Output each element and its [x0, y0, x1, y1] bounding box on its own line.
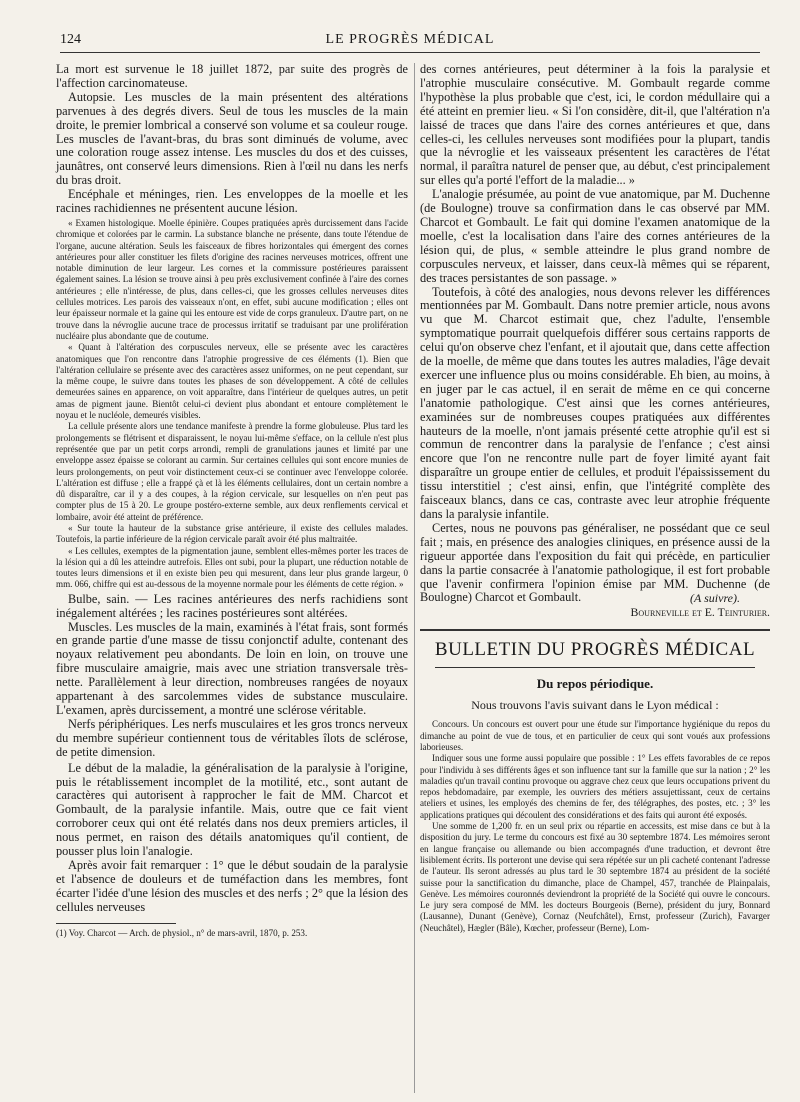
- section-subheading: Du repos périodique.: [536, 676, 654, 692]
- histology-paragraph: La cellule présente alors une tendance manifeste à prendre la forme globuleuse. Plus tard les prolongements se flétrisent et disparaissent, le noyau lui-même s'efface, on la cellule n'est plus représentée que par un petit corps arrondi, rempli de granulations jaunes et limité par une enveloppe assez épaisse se colorant au carmin. Sur certaines cellules qui sont encore munies de leurs prolongements, on peut voir distinctement ceux-ci se continuer avec l'enveloppe colorée. L'altération est diffuse ; elle a frappé çà et là les éléments cellulaires, dont un certain nombre a dû disparaître, car il y a des coupes, à la région cervicale, sur lesquelles on n'en peut pas compter plus de 15 à 20. Le groupe postéro-externe semble, aux deux renflements cervical et lombaire, avoir été atteint de préférence.: [56, 421, 408, 522]
- continued-note: (A suivre).: [690, 591, 740, 606]
- section-separator: [420, 629, 770, 631]
- column-divider: [414, 63, 415, 1093]
- bulletin-title: BULLETIN DU PROGRÈS MÉDICAL: [434, 639, 756, 661]
- paragraph-bulbe: Bulbe, sain. — Les racines antérieures des nerfs rachidiens sont inégalement altérées ; les racines postérieures sont altérées.: [56, 591, 408, 620]
- paragraph: Le début de la maladie, la généralisation de la paralysie à l'origine, puis le rétablissement incomplet de la motilité, etc., sont autant de caractères qui autorisent à rapprocher le fait de MM. Charcot et Gombault, de la paralysie infantile. Mais, outre que ce fait vient corroborer ceux qui ont été relatés dans nos deux premiers articles, il nous permet, en raison des détails anatomiques qu'il contient, de pousser plus loin l'analogie.: [56, 760, 408, 859]
- author-signature: Bourneville et E. Teinturier.: [630, 605, 770, 620]
- histology-paragraph: « Quant à l'altération des corpuscules nerveux, elle se présente avec les caractères anatomiques que l'on rencontre dans l'atrophie progressive de ces éléments (1). Bien que l'altération cellulaire se présente avec des caractères assez uniformes, on ne peut cependant, sur la même coupe, le suivre dans toutes les phases de son développement. A côté de cellules demeurées saines en apparence, on voit apparaître, dans l'intérieur de quelques autres, un petit amas de pigment jaune. Bientôt celui-ci devient plus abondant et entoure complètement le noyau et le nucléole, demeurés visibles.: [56, 342, 408, 421]
- notice-paragraph: Une somme de 1,200 fr. en un seul prix ou répartie en accessits, est mise dans ce but à la disposition du jury. Le terme du concours est fixé au 30 septembre 1874. Les mémoires seront en langue française ou allemande ou bien accompagnés d'une traduction, et devront être lisiblement écrits. Ils porteront une devise qui sera répétée sur un pli cacheté contenant l'adresse de l'auteur. Ils seront adressés au plus tard le 30 septembre 1874 au président de la société suisse pour la sanctification du dimanche, place de Champel, 457, tranchée de Plainpalais, Genève. Les mémoires couronnés deviendront la propriété de la Société qui ouvre le concours. Le jury sera composé de MM. les docteurs Bourgeois (Berne), président du jury, Bonnard (Lausanne), Dunant (Genève), Cornaz (Neufchâtel), Ernst, professeur (Zurich), Favarger (Neuchâtel), Hægler (Bâle), Kœcher, professeur (Berne), Lom-: [420, 821, 770, 933]
- paragraph: L'analogie présumée, au point de vue anatomique, par M. Duchenne (de Boulogne) trouve sa confirmation dans le cas observé par MM. Charcot et Gombault. Le fait qui domine l'examen anatomique de la moelle, c'est la localisation dans l'aire des cornes antérieures de la lésion qui, de plus, « semble atteindre le plus grand nombre de corpuscules nerveux, et laisser, dans ceux-là mêmes qui se réparent, des traces persistantes de son passage. »: [420, 187, 770, 285]
- paragraph: La mort est survenue le 18 juillet 1872, par suite des progrès de l'affection carcinomateuse.: [56, 62, 408, 90]
- bulletin-rule: [435, 667, 755, 668]
- paragraph-autopsie: Autopsie. Les muscles de la main présentent des altérations parvenues à des degrés divers. Seul de tous les muscles de la main droite, le premier lombrical a conservé son volume et sa couleur rouge. Les muscles de l'avant-bras, du bras sont diminués de volume, avec une coloration rouge assez intense. Les muscles du dos et des cuisses, jaunâtres, ont conservé leurs dimensions. Rien à l'œil nu dans les nerfs du bras droit.: [56, 89, 408, 188]
- right-column: [420, 63, 770, 934]
- paragraph: Après avoir fait remarquer : 1° que le début soudain de la paralysie et l'absence de douleurs et de tuméfaction dans les membres, font écarter l'idée d'une lésion des muscles et des nerfs ; 2° que la lésion des cellules nerveuses: [56, 857, 408, 914]
- paragraph: des cornes antérieures, peut déterminer à la fois la paralysie et l'atrophie musculaire consécutive. M. Gombault regarde comme l'hypothèse la plus probable que c'est, ici, le cordon médullaire qui a été atteint en premier lieu. « Si l'on considère, dit-il, que l'altération n'a laissé de traces que dans l'aire des cornes antérieures et que, dans celles-ci, les cellules nerveuses sont modifiées pour la plupart, tandis que la névroglie et les vaisseaux présentent les caractères de l'état normal, il paraîtra naturel de penser que, au début, c'est principalement sur elles qu'a porté l'effort de la maladie... »: [420, 62, 770, 188]
- running-title: LE PROGRÈS MÉDICAL: [325, 32, 495, 47]
- paragraph-nerfs: Nerfs périphériques. Les nerfs musculaires et les gros troncs nerveux du membre supérieur contiennent tous de véritables îlots de sclérose, de petite dimension.: [56, 716, 408, 759]
- paragraph-muscles: Muscles. Les muscles de la main, examinés à l'état frais, sont formés en grande partie d'une masse de tissu conjonctif adulte, contenant des noyaux relativement peu abondants. De loin en loin, on trouve une fibre musculaire amaigrie, mais avec une striation transversale très-nette. Parallèlement à leur direction, nombreuses rangées de noyaux appartenant à des sarcolemmes vides de substance musculaire. L'examen, après durcissement, a montré une sclérose véritable.: [56, 619, 408, 718]
- histology-paragraph: « Examen histologique. Moelle épinière. Coupes pratiquées après durcissement dans l'acide chromique et colorées par le carmin. La substance blanche ne présente, dans toute l'étendue de l'organe, aucune altération. Seuls les faisceaux de fibres horizontales qui émergent des cornes antérieures pour aller constituer les filets d'origine des racines nerveuses motrices, offrent une notable diminution de leur largeur. Les cornes et la commissure postérieures paraissent également saines. La lésion se trouve ainsi à peu près exclusivement confinée à l'aire des cornes antérieures ; elle n'intéresse, de plus, dans celles-ci, que les grosses cellules nerveuses dites cellules motrices. Les parois des vaisseaux n'ont, en effet, subi aucune modification ; elles ont leur épaisseur normale et la gaine qui les entoure est vide de corps granuleux. D'autre part, on ne trouve dans la névroglie aucune trace de processus irritatif se traduisant par une prolifération nucléaire plus abondante que de coutume.: [56, 217, 408, 341]
- paragraph: Certes, nous ne pouvons pas généraliser, ne possédant que ce seul fait ; mais, en présence des analogies cliniques, en présence aussi de la rigueur apportée dans l'exposition du fait qui précède, en particulier dans la partie consacrée à l'anatomie pathologique, il est fort probable que l'avenir confirmera l'opinion émise par MM. Duchenne (de Boulogne) Charcot et Gombault.: [420, 520, 770, 605]
- notice-paragraph: Concours. Un concours est ouvert pour une étude sur l'importance hygiénique du repos du dimanche au point de vue de tous, et en particulier de ceux qui sont voués aux professions laborieuses.: [420, 719, 770, 752]
- footnote-rule: [56, 923, 176, 924]
- paragraph: Toutefois, à côté des analogies, nous devons relever les différences mentionnées par M. Gombault. Dans notre premier article, nous avons vu que M. Charcot estimait que, chez l'adulte, l'ensemble symptomatique pourrait quelquefois différer sous certains rapports de celui qu'on observe chez l'enfant, et il ajoutait que, dans cette affection de la moelle, de même que dans toutes les autres maladies, l'âge devait exercer une influence plus ou moins considérable. Eh bien, au moins, à en juger par le cas actuel, il en serait de même en ce qui concerne l'anatomie pathologique. C'est ainsi que les cornes antérieures, examinées sur de nombreuses coupes pratiquées aux différentes hauteurs de la moelle, n'ont jamais présenté cette atrophie qu'il est si commun de rencontrer dans la paralysie de l'enfance ; c'est ainsi encore que l'on ne rencontre nulle part de foyer limité ayant fait disparaître un groupe entier de cellules, et produit l'épaississement du tissu interstitiel ; c'est ainsi, enfin, que l'intégrité complète des faisceaux blancs, dans ce cas, contraste avec leur atrophie fréquente dans la paralysie infantile.: [420, 284, 770, 521]
- histology-paragraph: « Sur toute la hauteur de la substance grise antérieure, il existe des cellules malades. Toutefois, la partie inférieure de la région cervicale paraît avoir été plus maltraitée.: [56, 522, 408, 545]
- notice-paragraph: Indiquer sous une forme aussi populaire que possible : 1° Les effets favorables de ce repos pour l'individu à ses différents âges et son influence tant sur la famille que sur la nation ; 2° les maladies qu'un travail continu provoque ou aggrave chez ceux que leurs occupations privent du repos hebdomadaire, par exemple, les ouvriers des métiers assujettissant, ceux de certains ateliers et usines, les employés des chemins de fer, des télégraphes, des postes, etc. ; 3° les applications pratiques qui découlent des considérations et des faits qui auront été exposés.: [420, 753, 770, 820]
- page-header: [60, 30, 760, 53]
- intro-line: Nous trouvons l'avis suivant dans le Lyon médical :: [471, 698, 719, 713]
- paragraph-encephale: Encéphale et méninges, rien. Les enveloppes de la moelle et les racines rachidiennes ne présentent aucune lésion.: [56, 187, 408, 216]
- left-column: [56, 63, 408, 939]
- footnote: (1) Voy. Charcot — Arch. de physiol., n° de mars-avril, 1870, p. 253.: [56, 927, 308, 938]
- histology-paragraph: « Les cellules, exemptes de la pigmentation jaune, semblent elles-mêmes porter les traces de la lésion qui a dû les atteindre autrefois. Elles ont subi, pour la plupart, une réduction notable de toutes leurs dimensions et il en existe bien peu qui mesurent, dans leur plus grande largeur, 0 mm. 066, chiffre qui est au-dessous de la moyenne normale pour les éléments de cette région. »: [56, 545, 408, 590]
- page-number: 124: [60, 32, 81, 47]
